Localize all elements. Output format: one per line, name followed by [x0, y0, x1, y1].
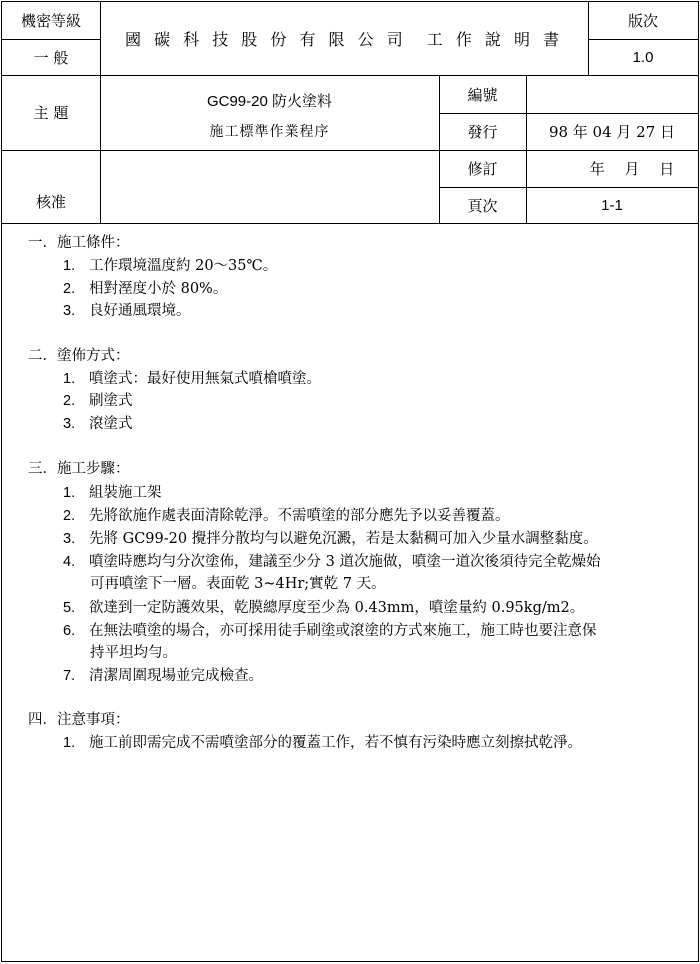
approval-value	[100, 150, 439, 223]
item-text: 滾塗式	[89, 416, 133, 432]
page-number: 1-1	[601, 196, 623, 214]
list-item	[63, 300, 191, 322]
company-document-title: 國 碳 科 技 股 份 有 限 公 司 工 作 說 明 書	[124, 30, 564, 49]
section-title: 三．施工步驟：	[28, 461, 130, 477]
list-item	[63, 482, 162, 504]
document-page	[1, 1, 699, 962]
item-number: 1.	[63, 258, 76, 274]
item-number: 3.	[63, 531, 76, 547]
list-item	[63, 620, 597, 642]
issue-label: 發行	[467, 123, 498, 141]
list-item	[63, 255, 277, 277]
number-value	[526, 75, 698, 113]
grid-line	[2, 223, 698, 224]
list-item	[63, 368, 321, 390]
security-level-value: 一 般	[33, 48, 69, 67]
item-number: 1.	[63, 735, 76, 751]
item-text: 噴塗式：最好使用無氣式噴槍噴塗。	[89, 371, 321, 387]
subject-label: 主 題	[33, 104, 69, 122]
item-text: 先將 GC99-20 攪拌分散均勻以避免沉澱，若是太黏稠可加入少量水調整黏度。	[89, 531, 598, 547]
section-title: 一．施工條件：	[28, 235, 130, 251]
list-item	[63, 278, 227, 300]
item-text-continued: 可再噴塗下一層。表面乾 3~4Hr;實乾 7 天。	[90, 576, 386, 592]
item-text: 工作環境溫度約 20～35℃。	[89, 258, 278, 274]
version-value: 1.0	[632, 48, 654, 66]
item-number: 3.	[63, 416, 76, 432]
item-text: 噴塗時應均勻分次塗佈，建議至少分 3 道次施做，噴塗一道次後須待完全乾燥始	[89, 554, 601, 570]
item-number: 2.	[63, 281, 76, 297]
item-text: 在無法噴塗的場合，亦可採用徒手刷塗或滾塗的方式來施工，施工時也要注意保	[89, 623, 597, 639]
revision-label: 修訂	[467, 160, 498, 178]
version-label: 版次	[627, 12, 658, 30]
item-number: 2.	[63, 508, 76, 524]
subject-product-name: GC99-20 防火塗料	[206, 92, 333, 110]
list-item	[63, 597, 584, 619]
item-number: 1.	[63, 485, 76, 501]
section-title: 二．塗佈方式：	[28, 348, 130, 364]
list-item	[63, 551, 600, 573]
item-number: 6.	[63, 623, 76, 639]
approval-label: 核准	[35, 193, 66, 211]
list-item	[63, 505, 510, 527]
number-label: 編號	[467, 85, 498, 104]
item-number: 4.	[63, 554, 76, 570]
security-level-label: 機密等級	[20, 12, 81, 30]
list-item	[63, 528, 598, 550]
item-number: 7.	[63, 668, 76, 684]
item-text-continued: 持平坦均勻。	[90, 645, 177, 661]
item-text: 施工前即需完成不需噴塗部分的覆蓋工作，若不慎有污染時應立刻擦拭乾淨。	[89, 735, 582, 751]
item-text: 刷塗式	[89, 393, 133, 409]
item-text: 相對溼度小於 80%。	[89, 281, 228, 297]
item-text: 清潔周圍現場並完成檢查。	[89, 668, 263, 684]
item-text: 欲達到一定防護效果，乾膜總厚度至少為 0.43mm，噴塗量約 0.95kg/m2。	[89, 600, 585, 616]
list-item	[63, 390, 133, 412]
list-item	[63, 732, 582, 754]
issue-date: 98 年 04 月 27 日	[548, 123, 676, 141]
item-text: 組裝施工架	[89, 485, 162, 501]
item-number: 1.	[63, 371, 76, 387]
section-title: 四．注意事項：	[28, 712, 130, 728]
page-label: 頁次	[467, 196, 498, 215]
item-number: 5.	[63, 600, 76, 616]
item-number: 2.	[63, 393, 76, 409]
item-number: 3.	[63, 303, 76, 319]
subject-procedure-name: 施工標準作業程序	[209, 124, 330, 140]
item-text: 先將欲施作處表面清除乾淨。不需噴塗的部分應先予以妥善覆蓋。	[89, 508, 510, 524]
revision-date: 年 月 日	[589, 160, 675, 178]
list-item	[63, 413, 133, 435]
item-text: 良好通風環境。	[89, 303, 191, 319]
list-item	[63, 665, 263, 687]
